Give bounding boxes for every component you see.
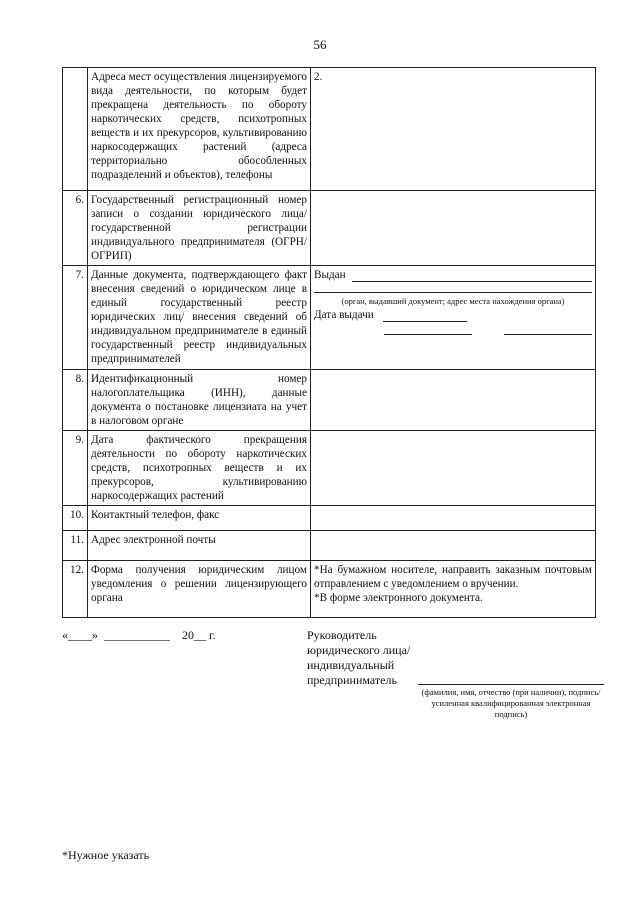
row-label: Адреса мест осуществления лицензируемого вида деятельности, по которым будет прекращена деятельность по обороту наркотических средств, психотропных веществ и их прекурсоров, культивированию наркосодержащих растений (адреса территориально обособленных подразделений и объектов), телефоны xyxy=(88,68,311,191)
date-line[interactable]: «____» ___________ 20__ г. xyxy=(62,628,216,642)
row-number xyxy=(63,68,88,191)
signatory: Руководитель юридического лица/индивидуальный предприниматель xyxy=(307,628,411,687)
issued-label: Выдан xyxy=(314,269,346,281)
table-row xyxy=(63,68,596,191)
blank-line[interactable] xyxy=(504,326,592,335)
row-value xyxy=(311,266,596,370)
form-table xyxy=(62,67,596,618)
signature-caption: (фамилия, имя, отчество (при наличии), подпись/ усиленная квалифицированная электронная подпись) xyxy=(421,687,601,719)
issued-field[interactable] xyxy=(352,269,592,282)
page-number: 56 xyxy=(313,37,327,52)
paper-option[interactable]: *На бумажном носителе, направить заказным почтовым отправлением с уведомлением о вручении. xyxy=(314,564,592,590)
row-label: Форма получения юридическим лицом уведомления о решении лицензирующего органа xyxy=(88,561,311,618)
row-number: 7. xyxy=(63,266,88,370)
row-number: 10. xyxy=(63,506,88,531)
row-label: Государственный регистрационный номер записи о создании юридического лица/государственной регистрации индивидуального предпринимателя (ОГРН/ОГРИП) xyxy=(88,191,311,266)
issued-second-line[interactable] xyxy=(314,284,592,293)
table-row xyxy=(63,561,596,618)
row-number: 6. xyxy=(63,191,88,266)
row-value[interactable] xyxy=(311,191,596,266)
row-value[interactable]: 2. xyxy=(311,68,596,191)
blank-line[interactable] xyxy=(384,326,472,335)
signature-line[interactable] xyxy=(418,684,604,685)
row-label: Адрес электронной почты xyxy=(88,531,311,561)
row-number: 11. xyxy=(63,531,88,561)
blank-lines xyxy=(314,326,592,335)
table-row xyxy=(63,506,596,531)
row-number: 9. xyxy=(63,431,88,506)
row-value[interactable] xyxy=(311,531,596,561)
row-label: Дата фактического прекращения деятельности по обороту наркотических средств, психотропных веществ и их прекурсоров, культивированию наркосодержащих растений xyxy=(88,431,311,506)
row-value[interactable] xyxy=(311,370,596,431)
table-row xyxy=(63,531,596,561)
row-value[interactable] xyxy=(311,506,596,531)
row-number: 8. xyxy=(63,370,88,431)
table-row xyxy=(63,266,596,370)
issued-caption: (орган, выдавший документ; адрес места нахождения органа) xyxy=(341,296,565,306)
footnote: *Нужное указать xyxy=(62,848,150,862)
issue-date-field[interactable] xyxy=(383,309,467,322)
table-row xyxy=(63,370,596,431)
electronic-option[interactable]: *В форме электронного документа. xyxy=(314,592,483,604)
table-row xyxy=(63,431,596,506)
row-label: Контактный телефон, факс xyxy=(88,506,311,531)
issue-date-label: Дата выдачи xyxy=(314,309,374,321)
table-row xyxy=(63,191,596,266)
row-label: Данные документа, подтверждающего факт внесения сведений о юридическом лице в единый государственный реестр юридических лиц/ внесения сведений об индивидуальном предпринимателе в единый государственный реестр индивидуальных предпринимателей xyxy=(88,266,311,370)
row-label: Идентификационный номер налогоплательщика (ИНН), данные документа о постановке лицензиата на учет в налоговом органе xyxy=(88,370,311,431)
row-value xyxy=(311,561,596,618)
row-number: 12. xyxy=(63,561,88,618)
row-value[interactable] xyxy=(311,431,596,506)
